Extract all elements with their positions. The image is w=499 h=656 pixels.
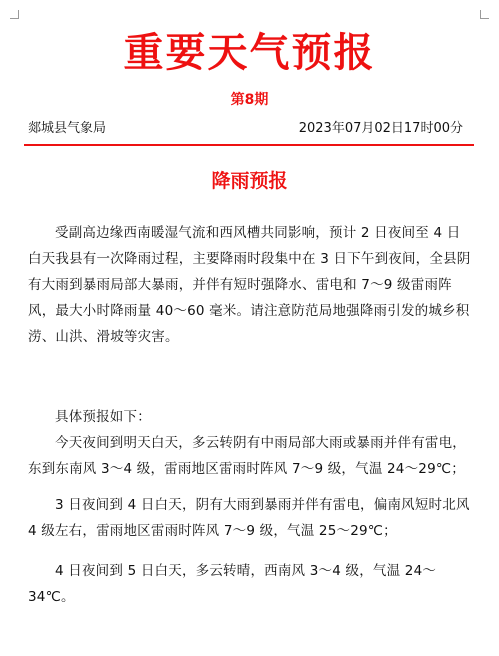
issue-number: 第8期 [230,92,269,108]
section-heading: 降雨预报 [211,170,288,192]
issue-timestamp: 2023年07月02日17时00分 [298,121,463,136]
page-corner-mark-right [480,10,489,19]
document-title: 重要天气预报 [123,30,376,76]
forecast-day-1: 今天夜间到明天白天，多云转阴有中雨局部大雨或暴雨并伴有雷电，东到东南风 3～4 级，雷雨地区雷雨时阵风 7～9 级，气温 24～29℃； [28,435,466,477]
page-corner-mark-left [10,10,19,19]
intro-paragraph: 受副高边缘西南暖湿气流和西风槽共同影响，预计 2 日夜间至 4 日白天我县有一次降雨过程，主要降雨时段集中在 3 日下午到夜间，全县阴有大雨到暴雨局部大暴雨，并伴有短时强降水、雷电和 7～9 级雷雨阵风，最大小时降雨量 40～60 毫米。请注意防范局地强降雨引发的城乡积涝、山洪、滑坡等灾害。 [28,225,471,345]
forecast-day-2: 3 日夜间到 4 日白天，阴有大雨到暴雨并伴有雷电，偏南风短时北风 4 级左右，雷雨地区雷雨时阵风 7～9 级，气温 25～29℃； [28,497,470,539]
header-divider [24,144,474,146]
forecast-day-3: 4 日夜间到 5 日白天，多云转晴，西南风 3～4 级，气温 24～34℃。 [28,563,437,605]
detail-header: 具体预报如下： [55,409,151,425]
issuing-organization: 郯城县气象局 [28,121,107,136]
